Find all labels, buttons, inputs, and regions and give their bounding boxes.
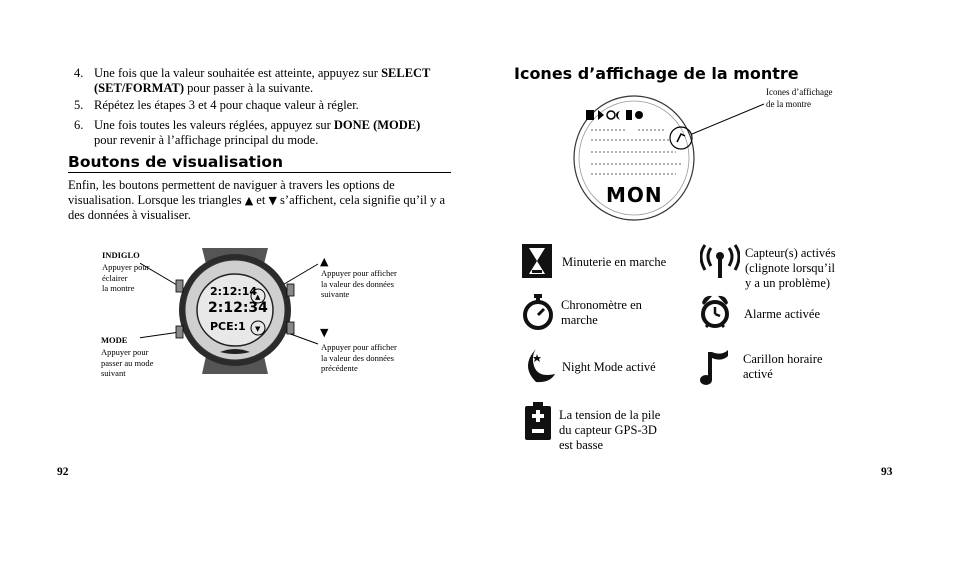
watch-display-line-1: 2:12:14 <box>210 285 258 298</box>
moon-label: Night Mode activé <box>562 360 656 374</box>
stopwatch-icon <box>522 294 554 330</box>
antenna-label: Capteur(s) activés (clignote lorsqu’il y a un problème) <box>745 246 836 290</box>
display-hourglass-icon <box>586 110 594 120</box>
music-note-label: Carillon horaire activé <box>743 352 823 381</box>
hourglass-label: Minuterie en marche <box>562 255 667 269</box>
alarm-label: Alarme activée <box>744 307 820 321</box>
up-indicator-icon: ▲ <box>255 293 261 301</box>
triangle-down-icon: ▼ <box>320 326 329 339</box>
display-battery-icon <box>626 110 632 120</box>
triangle-down-icon: ▼ <box>268 194 277 207</box>
watch-display-line-2: 2:12:34 <box>208 300 268 316</box>
step-text: Une fois que la valeur souhaitée est atteinte, appuyez sur <box>94 66 382 80</box>
music-note-icon <box>700 348 730 386</box>
hourglass-icon <box>522 244 552 278</box>
battery-icon <box>525 402 551 440</box>
down-indicator-icon: ▼ <box>255 325 261 333</box>
step-key: DONE (MODE) <box>333 118 421 132</box>
mode-leader-line <box>140 332 180 338</box>
step-text: Une fois toutes les valeurs réglées, appuyez sur <box>94 118 334 132</box>
step-number: 4. <box>74 66 84 80</box>
mode-button <box>176 326 183 338</box>
display-alarm-icon <box>635 111 643 119</box>
down-desc: Appuyer pour afficher la valeur des données précédente <box>321 342 397 373</box>
moon-icon <box>522 348 556 384</box>
alarm-clock-icon <box>700 294 730 330</box>
step-text: pour passer à la suivante. <box>184 81 314 95</box>
indiglo-desc: Appuyer pour éclairer la montre <box>102 262 150 293</box>
antenna-icon <box>700 244 740 280</box>
intro-paragraph: Enfin, les boutons permettent de naviguer à travers les options de visualisation. Lorsque les triangles ▲ et ▼ s’affichent, cela signifie qu’il y a des données à visualiser. <box>68 178 446 222</box>
step-text: pour revenir à l’affichage principal du mode. <box>94 133 319 147</box>
step-text: Répétez les étapes 3 et 4 pour chaque valeur à régler. <box>94 98 359 112</box>
watch-display-line-3: PCE:1 <box>210 320 246 333</box>
stopwatch-label: Chronomètre en marche <box>561 298 642 327</box>
down-button <box>287 322 294 334</box>
battery-label: La tension de la pile du capteur GPS-3D est basse <box>559 408 661 452</box>
indiglo-button <box>176 280 183 292</box>
section-rule <box>68 172 451 173</box>
triangle-up-icon: ▲ <box>244 194 254 207</box>
mode-desc: Appuyer pour passer au mode suivant <box>101 347 154 378</box>
page-number-right: 93 <box>881 466 893 478</box>
section-title-icons: Icones d’affichage de la montre <box>514 64 799 83</box>
step-number: 5. <box>74 98 84 112</box>
triangle-up-icon: ▲ <box>320 255 329 268</box>
up-button <box>287 284 294 296</box>
page-number-left: 92 <box>57 466 69 478</box>
section-title-buttons: Boutons de visualisation <box>68 153 284 171</box>
display-icons-callout: Icones d’affichage de la montre <box>766 87 833 109</box>
display-day: MON <box>606 183 663 207</box>
mode-title: MODE <box>101 335 128 345</box>
step-key: SELECT (SET/FORMAT) <box>94 66 431 95</box>
up-desc: Appuyer pour afficher la valeur des données suivante <box>321 268 397 299</box>
step-number: 6. <box>74 118 84 132</box>
callout-leader-line <box>692 104 764 134</box>
indiglo-title: INDIGLO <box>102 250 140 260</box>
